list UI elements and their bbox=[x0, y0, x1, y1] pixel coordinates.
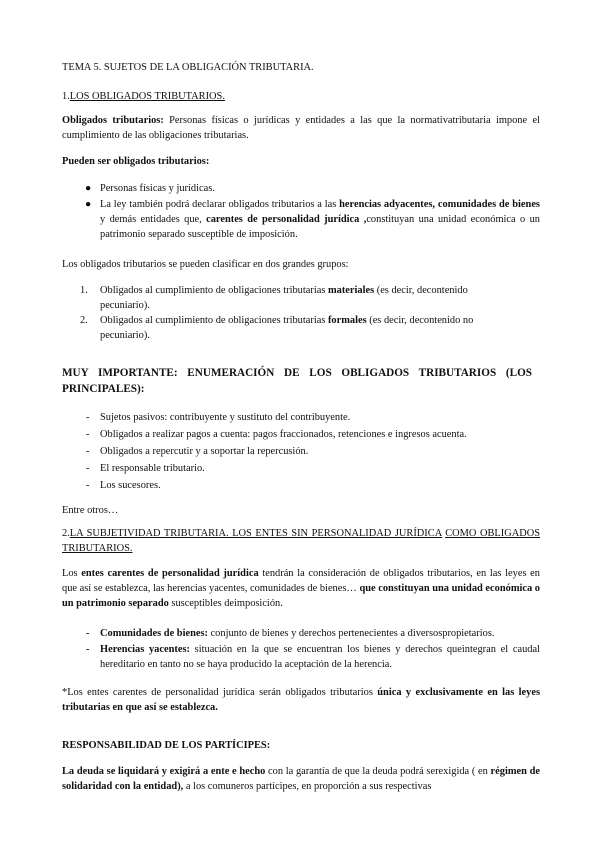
bullet-item-2-text-b: y demás entidades que, bbox=[100, 214, 207, 225]
responsabilidad-text-b: a los comuneros partícipes, en proporción a sus respectivas bbox=[183, 781, 432, 792]
bullet-item-2 bbox=[100, 197, 540, 242]
section-2-heading-text-b: COMO OBLIGADOS TRIBUTARIOS. bbox=[62, 528, 540, 554]
clasificacion-text: Los obligados tributarios se pueden clasificar en dos grandes grupos: bbox=[62, 259, 349, 270]
responsabilidad-heading bbox=[62, 738, 540, 753]
comunidades-item bbox=[100, 626, 540, 641]
numbered-item-1 bbox=[100, 283, 510, 313]
responsabilidad-bold-a: La deuda se liquidará y exigirá a ente e hecho bbox=[62, 766, 266, 777]
comunidades-text: conjunto de bienes y derechos pertenecientes a diversospropietarios. bbox=[207, 628, 495, 639]
entes-bold-a: entes carentes de personalidad jurídica bbox=[81, 568, 259, 579]
list-item-text: Los sucesores. bbox=[100, 480, 161, 491]
bullet-item-2-bold-a: herencias adyacentes, comunidades de bienes bbox=[339, 199, 540, 210]
list-item bbox=[100, 461, 540, 476]
list-item bbox=[100, 478, 540, 493]
definition-term: Obligados tributarios: bbox=[62, 115, 164, 126]
dash-marker: - bbox=[86, 412, 90, 423]
title-text: TEMA 5. SUJETOS DE LA OBLIGACIÓN TRIBUTARIA. bbox=[62, 62, 314, 73]
bullet-item-1-text: Personas físicas y jurídicas. bbox=[100, 183, 215, 194]
section-1-number: 1. bbox=[62, 91, 70, 102]
section-1-heading bbox=[62, 89, 540, 104]
responsabilidad-bold-b: régimen de solidaridad con la entidad), bbox=[62, 766, 540, 792]
muy-importante-heading-text: MUY IMPORTANTE: ENUMERACIÓN DE LOS OBLIGADOS TRIBUTARIOS (LOS PRINCIPALES): bbox=[62, 367, 532, 395]
entre-otros bbox=[62, 503, 540, 518]
bullet-item-2-bold-b: carentes de personalidad jurídica , bbox=[206, 214, 367, 225]
comunidades-term: Comunidades de bienes: bbox=[100, 628, 208, 639]
herencias-term: Herencias yacentes: bbox=[100, 644, 190, 655]
dash-marker: - bbox=[86, 463, 90, 474]
entes-text-b: tendrán la consideración de obligados tributarios, en las leyes en que así se establezca, las herencias yacentes, comunidades de bienes… bbox=[62, 568, 540, 594]
entes-paragraph bbox=[62, 566, 540, 611]
dash-marker: - bbox=[86, 429, 90, 440]
entes-text-c: susceptibles deimposición. bbox=[168, 598, 283, 609]
entre-otros-text: Entre otros bbox=[62, 505, 108, 516]
bullet-item-2-text-a: La ley también podrá declarar obligados tributarios a las bbox=[100, 199, 340, 210]
list-item-text: Obligados a repercutir y a soportar la repercusión. bbox=[100, 446, 309, 457]
numbered-marker: 2. bbox=[80, 315, 88, 326]
list-item-text: El responsable tributario. bbox=[100, 463, 205, 474]
responsabilidad-paragraph bbox=[62, 764, 540, 794]
numbered-marker: 1. bbox=[80, 285, 88, 296]
note-bold: única y exclusivamente en las leyes tributarias en que así se establezca. bbox=[62, 687, 541, 713]
section-2-heading-text-a: LA SUBJETIVIDAD TRIBUTARIA. LOS ENTES SIN PERSONALIDAD JURÍDICA bbox=[69, 528, 443, 539]
list-item-text: Obligados a realizar pagos a cuenta: pagos fraccionados, retenciones e ingresos acuenta. bbox=[100, 429, 467, 440]
bullet-marker: ● bbox=[85, 199, 92, 210]
definition-paragraph bbox=[62, 113, 540, 143]
numbered-item-2-text-b: (es decir, decontenido no pecuniario). bbox=[100, 315, 474, 341]
muy-importante-heading bbox=[62, 365, 532, 397]
numbered-item-2 bbox=[100, 313, 510, 343]
note-paragraph bbox=[62, 685, 540, 715]
list-item-text: Sujetos pasivos: contribuyente y sustituto del contribuyente. bbox=[100, 412, 351, 423]
document-title bbox=[62, 60, 540, 75]
dash-marker: - bbox=[86, 644, 90, 655]
bullet-marker: ● bbox=[85, 183, 92, 194]
numbered-item-2-text-a: Obligados al cumplimiento de obligaciones tributarias bbox=[100, 315, 328, 326]
dash-marker: - bbox=[86, 628, 90, 639]
section-2-number: 2. bbox=[62, 528, 70, 539]
list-item bbox=[100, 444, 540, 459]
entes-text-a: Los bbox=[62, 568, 82, 579]
list-item bbox=[100, 410, 540, 425]
bullet-item-1 bbox=[100, 181, 540, 196]
herencias-item bbox=[100, 642, 540, 672]
herencias-text: situación en la que se encuentran los bienes y derechos queintegran el caudal hereditario en tanto no se haya producido la aceptación de la herencia. bbox=[100, 644, 540, 670]
entes-bold-b: que constituyan una unidad económica o un patrimonio separado bbox=[62, 583, 540, 609]
note-text: *Los entes carentes de personalidad jurídica serán obligados tributarios bbox=[62, 687, 378, 698]
list-item bbox=[100, 427, 540, 442]
bullet-item-2-text-c: constituyan una unidad económica o un patrimonio separado susceptible de imposición. bbox=[100, 214, 540, 240]
pueden-text: Pueden ser obligados tributarios: bbox=[62, 156, 210, 167]
clasificacion-paragraph bbox=[62, 257, 540, 272]
section-1-heading-text: LOS OBLIGADOS TRIBUTARIOS. bbox=[69, 91, 225, 102]
entre-otros-ellipsis: … bbox=[107, 505, 119, 516]
section-2-heading bbox=[62, 526, 540, 556]
dash-marker: - bbox=[86, 446, 90, 457]
numbered-item-2-bold: formales bbox=[327, 315, 367, 326]
responsabilidad-heading-text: RESPONSABILIDAD DE LOS PARTÍCIPES: bbox=[62, 740, 271, 751]
responsabilidad-text-a: con la garantía de que la deuda podrá serexigida ( en bbox=[265, 766, 491, 777]
pueden-heading bbox=[62, 154, 540, 169]
numbered-item-1-text-b: (es decir, decontenido pecuniario). bbox=[100, 285, 468, 311]
dash-marker: - bbox=[86, 480, 90, 491]
definition-text: Personas físicas o jurídicas y entidades a las que la normativatributaria impone el cumplimiento de las obligaciones tributarias. bbox=[62, 115, 540, 141]
numbered-item-1-bold: materiales bbox=[327, 285, 375, 296]
numbered-item-1-text-a: Obligados al cumplimiento de obligaciones tributarias bbox=[100, 285, 328, 296]
